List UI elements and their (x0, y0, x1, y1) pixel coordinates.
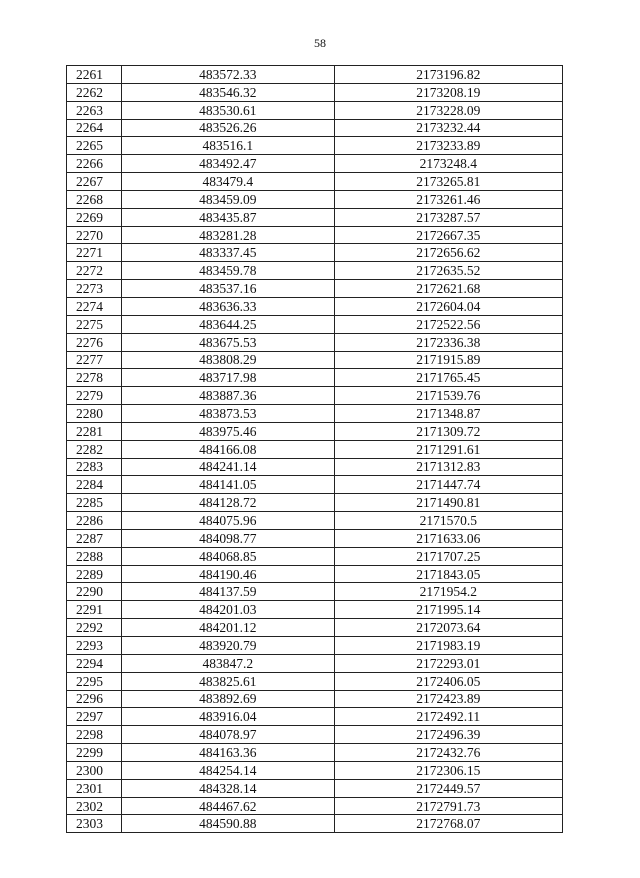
table-row (67, 387, 563, 405)
page-number: 58 (314, 36, 326, 50)
table-row (67, 244, 563, 262)
table-row (67, 119, 563, 137)
point-number-cell: 2265 (67, 137, 122, 155)
y-coordinate-cell: 2172496.39 (334, 726, 562, 744)
y-coordinate-cell: 2172306.15 (334, 761, 562, 779)
point-number-cell: 2277 (67, 351, 122, 369)
x-coordinate-cell: 483459.78 (122, 262, 334, 280)
point-number-cell: 2281 (67, 422, 122, 440)
point-number-cell: 2279 (67, 387, 122, 405)
table-row (67, 708, 563, 726)
point-number-cell: 2302 (67, 797, 122, 815)
x-coordinate-cell: 484190.46 (122, 565, 334, 583)
table-row (67, 601, 563, 619)
y-coordinate-cell: 2172604.04 (334, 297, 562, 315)
point-number-cell: 2272 (67, 262, 122, 280)
y-coordinate-cell: 2172791.73 (334, 797, 562, 815)
table-row (67, 815, 563, 833)
x-coordinate-cell: 483636.33 (122, 297, 334, 315)
table-row (67, 529, 563, 547)
table-row (67, 726, 563, 744)
x-coordinate-cell: 483808.29 (122, 351, 334, 369)
point-number-cell: 2297 (67, 708, 122, 726)
point-number-cell: 2270 (67, 226, 122, 244)
point-number-cell: 2296 (67, 690, 122, 708)
y-coordinate-cell: 2171954.2 (334, 583, 562, 601)
y-coordinate-cell: 2172635.52 (334, 262, 562, 280)
table-row (67, 226, 563, 244)
table-row (67, 672, 563, 690)
y-coordinate-cell: 2171539.76 (334, 387, 562, 405)
y-coordinate-cell: 2173208.19 (334, 83, 562, 101)
point-number-cell: 2271 (67, 244, 122, 262)
x-coordinate-cell: 484590.88 (122, 815, 334, 833)
x-coordinate-cell: 483492.47 (122, 155, 334, 173)
table-row (67, 101, 563, 119)
point-number-cell: 2264 (67, 119, 122, 137)
table-row (67, 280, 563, 298)
table-row (67, 173, 563, 191)
x-coordinate-cell: 483459.09 (122, 190, 334, 208)
y-coordinate-cell: 2172449.57 (334, 779, 562, 797)
x-coordinate-cell: 483546.32 (122, 83, 334, 101)
point-number-cell: 2295 (67, 672, 122, 690)
table-row (67, 512, 563, 530)
x-coordinate-cell: 483873.53 (122, 405, 334, 423)
table-row (67, 315, 563, 333)
point-number-cell: 2266 (67, 155, 122, 173)
point-number-cell: 2274 (67, 297, 122, 315)
y-coordinate-cell: 2172073.64 (334, 619, 562, 637)
x-coordinate-cell: 483644.25 (122, 315, 334, 333)
point-number-cell: 2280 (67, 405, 122, 423)
y-coordinate-cell: 2171309.72 (334, 422, 562, 440)
x-coordinate-cell: 483572.33 (122, 66, 334, 84)
point-number-cell: 2262 (67, 83, 122, 101)
x-coordinate-cell: 483479.4 (122, 173, 334, 191)
y-coordinate-cell: 2171915.89 (334, 351, 562, 369)
table-row (67, 137, 563, 155)
table-row (67, 654, 563, 672)
table-row (67, 458, 563, 476)
x-coordinate-cell: 484078.97 (122, 726, 334, 744)
x-coordinate-cell: 483675.53 (122, 333, 334, 351)
point-number-cell: 2301 (67, 779, 122, 797)
x-coordinate-cell: 484137.59 (122, 583, 334, 601)
x-coordinate-cell: 483530.61 (122, 101, 334, 119)
table-row (67, 547, 563, 565)
x-coordinate-cell: 483892.69 (122, 690, 334, 708)
y-coordinate-cell: 2172656.62 (334, 244, 562, 262)
point-number-cell: 2285 (67, 494, 122, 512)
point-number-cell: 2290 (67, 583, 122, 601)
table-row (67, 637, 563, 655)
table-row (67, 405, 563, 423)
table-row (67, 208, 563, 226)
y-coordinate-cell: 2171312.83 (334, 458, 562, 476)
table-row (67, 440, 563, 458)
point-number-cell: 2282 (67, 440, 122, 458)
table-row (67, 262, 563, 280)
point-number-cell: 2300 (67, 761, 122, 779)
table-row (67, 333, 563, 351)
y-coordinate-cell: 2171570.5 (334, 512, 562, 530)
x-coordinate-cell: 483916.04 (122, 708, 334, 726)
x-coordinate-cell: 483281.28 (122, 226, 334, 244)
x-coordinate-cell: 484075.96 (122, 512, 334, 530)
x-coordinate-cell: 483975.46 (122, 422, 334, 440)
table-row (67, 761, 563, 779)
y-coordinate-cell: 2171765.45 (334, 369, 562, 387)
point-number-cell: 2276 (67, 333, 122, 351)
y-coordinate-cell: 2171490.81 (334, 494, 562, 512)
point-number-cell: 2291 (67, 601, 122, 619)
point-number-cell: 2283 (67, 458, 122, 476)
table-row (67, 351, 563, 369)
y-coordinate-cell: 2172768.07 (334, 815, 562, 833)
x-coordinate-cell: 483920.79 (122, 637, 334, 655)
table-row (67, 190, 563, 208)
point-number-cell: 2287 (67, 529, 122, 547)
table-row (67, 779, 563, 797)
table-row (67, 422, 563, 440)
y-coordinate-cell: 2172423.89 (334, 690, 562, 708)
y-coordinate-cell: 2173261.46 (334, 190, 562, 208)
point-number-cell: 2278 (67, 369, 122, 387)
point-number-cell: 2273 (67, 280, 122, 298)
y-coordinate-cell: 2172432.76 (334, 744, 562, 762)
y-coordinate-cell: 2173232.44 (334, 119, 562, 137)
y-coordinate-cell: 2172667.35 (334, 226, 562, 244)
x-coordinate-cell: 483516.1 (122, 137, 334, 155)
point-number-cell: 2299 (67, 744, 122, 762)
x-coordinate-cell: 483847.2 (122, 654, 334, 672)
x-coordinate-cell: 484241.14 (122, 458, 334, 476)
x-coordinate-cell: 483717.98 (122, 369, 334, 387)
table-row (67, 297, 563, 315)
x-coordinate-cell: 484201.03 (122, 601, 334, 619)
table-row (67, 583, 563, 601)
y-coordinate-cell: 2171348.87 (334, 405, 562, 423)
table-row (67, 494, 563, 512)
point-number-cell: 2289 (67, 565, 122, 583)
y-coordinate-cell: 2172522.56 (334, 315, 562, 333)
point-number-cell: 2284 (67, 476, 122, 494)
y-coordinate-cell: 2172336.38 (334, 333, 562, 351)
x-coordinate-cell: 484141.05 (122, 476, 334, 494)
x-coordinate-cell: 484068.85 (122, 547, 334, 565)
coordinates-table (66, 65, 563, 833)
point-number-cell: 2292 (67, 619, 122, 637)
x-coordinate-cell: 483337.45 (122, 244, 334, 262)
table-row (67, 155, 563, 173)
y-coordinate-cell: 2171983.19 (334, 637, 562, 655)
y-coordinate-cell: 2173265.81 (334, 173, 562, 191)
x-coordinate-cell: 484098.77 (122, 529, 334, 547)
y-coordinate-cell: 2171291.61 (334, 440, 562, 458)
point-number-cell: 2275 (67, 315, 122, 333)
point-number-cell: 2269 (67, 208, 122, 226)
y-coordinate-cell: 2171843.05 (334, 565, 562, 583)
y-coordinate-cell: 2173228.09 (334, 101, 562, 119)
x-coordinate-cell: 484254.14 (122, 761, 334, 779)
point-number-cell: 2288 (67, 547, 122, 565)
x-coordinate-cell: 484467.62 (122, 797, 334, 815)
y-coordinate-cell: 2173248.4 (334, 155, 562, 173)
x-coordinate-cell: 483825.61 (122, 672, 334, 690)
y-coordinate-cell: 2171995.14 (334, 601, 562, 619)
table-row (67, 476, 563, 494)
x-coordinate-cell: 484166.08 (122, 440, 334, 458)
x-coordinate-cell: 484128.72 (122, 494, 334, 512)
table-row (67, 66, 563, 84)
point-number-cell: 2268 (67, 190, 122, 208)
x-coordinate-cell: 484201.12 (122, 619, 334, 637)
x-coordinate-cell: 484328.14 (122, 779, 334, 797)
y-coordinate-cell: 2172293.01 (334, 654, 562, 672)
y-coordinate-cell: 2173196.82 (334, 66, 562, 84)
y-coordinate-cell: 2172492.11 (334, 708, 562, 726)
x-coordinate-cell: 484163.36 (122, 744, 334, 762)
point-number-cell: 2303 (67, 815, 122, 833)
y-coordinate-cell: 2171633.06 (334, 529, 562, 547)
point-number-cell: 2261 (67, 66, 122, 84)
y-coordinate-cell: 2172406.05 (334, 672, 562, 690)
y-coordinate-cell: 2173287.57 (334, 208, 562, 226)
x-coordinate-cell: 483537.16 (122, 280, 334, 298)
table-row (67, 744, 563, 762)
table-row (67, 83, 563, 101)
point-number-cell: 2286 (67, 512, 122, 530)
point-number-cell: 2267 (67, 173, 122, 191)
point-number-cell: 2298 (67, 726, 122, 744)
table-row (67, 619, 563, 637)
table-row (67, 690, 563, 708)
x-coordinate-cell: 483526.26 (122, 119, 334, 137)
table-row (67, 797, 563, 815)
table-row (67, 369, 563, 387)
point-number-cell: 2293 (67, 637, 122, 655)
point-number-cell: 2263 (67, 101, 122, 119)
coordinates-table-body (67, 66, 563, 833)
y-coordinate-cell: 2171447.74 (334, 476, 562, 494)
x-coordinate-cell: 483887.36 (122, 387, 334, 405)
table-row (67, 565, 563, 583)
x-coordinate-cell: 483435.87 (122, 208, 334, 226)
y-coordinate-cell: 2171707.25 (334, 547, 562, 565)
y-coordinate-cell: 2172621.68 (334, 280, 562, 298)
y-coordinate-cell: 2173233.89 (334, 137, 562, 155)
point-number-cell: 2294 (67, 654, 122, 672)
